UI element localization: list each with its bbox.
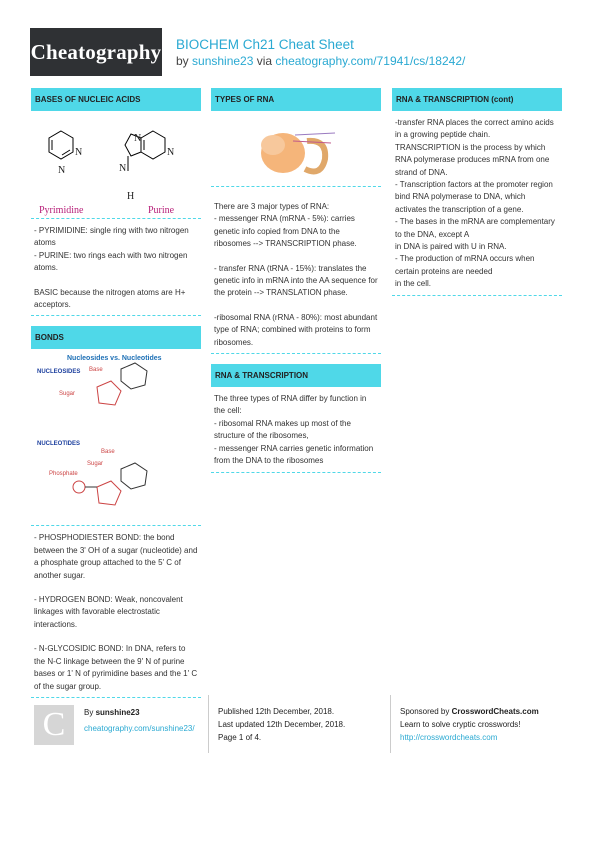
pyrimidine-label: Pyrimidine (39, 205, 84, 216)
text-line: - HYDROGEN BOND: Weak, noncovalent linkages with favorable electrostatic interactions. (34, 595, 183, 629)
cheatography-badge-icon: C (34, 705, 74, 745)
text-line: TRANSCRIPTION is the process by which RNA polymerase produces mRNA from one strand of DNA. (395, 142, 550, 177)
column-1 (31, 88, 201, 698)
sponsored-prefix: Sponsored by (400, 707, 452, 716)
section-heading-rna-transcription: RNA & TRANSCRIPTION (211, 364, 381, 387)
base-label: Base (89, 367, 103, 374)
base-label: Base (101, 449, 115, 456)
footer-author-link[interactable]: cheatography.com/sunshine23/ (84, 724, 195, 733)
diagram-title: Nucleosides vs. Nucleotides (67, 355, 162, 363)
phosphate-label: Phosphate (49, 471, 78, 478)
section-heading-bases: BASES OF NUCLEIC ACIDS (31, 88, 201, 111)
bonds-text (31, 526, 201, 697)
text-line: - PURINE: two rings each with two nitrogen atoms. (34, 250, 188, 273)
text-line: in DNA is paired with U in RNA. (395, 242, 507, 252)
n-atom-label: N (58, 165, 66, 176)
byline (176, 54, 465, 68)
published-date: Published 12th December, 2018. (218, 707, 335, 716)
sponsor-name[interactable]: CrosswordCheats.com (451, 707, 539, 716)
nucleosides-label: NUCLEOSIDES (37, 369, 81, 376)
page-title: BIOCHEM Ch21 Cheat Sheet (176, 37, 354, 52)
footer-dates (218, 705, 345, 744)
footer-author (84, 705, 195, 737)
by-prefix: by (176, 54, 193, 68)
sugar-label: Sugar (59, 391, 76, 398)
column-2 (211, 88, 381, 473)
h-atom-label: H (127, 191, 135, 202)
by-label: By (84, 708, 96, 717)
types-of-rna-text (211, 187, 381, 354)
text-line: in the cell. (395, 279, 432, 289)
section-heading-types-of-rna: TYPES OF RNA (211, 88, 381, 111)
text-line: The three types of RNA differ by function in the cell: (214, 394, 367, 416)
bases-text (31, 219, 201, 316)
footer-sponsor (400, 705, 539, 744)
page-number: Page 1 of 4. (218, 733, 262, 742)
section-heading-bonds: BONDS (31, 326, 201, 349)
text-line: - messenger RNA (mRNA - 5%): carries genetic info copied from DNA to the ribosomes --> TRANSCRIPTION phase. (214, 214, 357, 249)
text-line: - N-GLYCOSIDIC BOND: In DNA, refers to the N-C linkage between the 9' N of purine bases or 1' N of pyrimidine bases and the 1' C of the sugar group. (34, 644, 198, 691)
nucleotides-label: NUCLEOTIDES (37, 441, 81, 448)
footer-author-name[interactable]: sunshine23 (95, 708, 140, 717)
sponsor-link[interactable]: http://crosswordcheats.com (400, 733, 498, 742)
n-atom-label: N (167, 147, 175, 158)
cheatography-logo[interactable]: Cheatography (30, 28, 162, 76)
text-line: - ribosomal RNA makes up most of the structure of the ribosomes, (214, 418, 351, 441)
n-atom-label: N (119, 163, 127, 174)
ribosome-illustration (211, 111, 381, 186)
updated-date: Last updated 12th December, 2018. (218, 720, 346, 729)
via-text: via (253, 54, 276, 68)
footer (30, 695, 570, 765)
rna-transcription-cont-text (392, 111, 562, 296)
sponsor-tagline: Learn to solve cryptic crosswords! (400, 720, 521, 729)
text-line: -ribosomal RNA (rRNA - 80%): most abundant type of RNA; combined with proteins to form ribosomes. (214, 312, 378, 347)
bases-image (31, 111, 201, 219)
rna-transcription-text (211, 387, 381, 472)
pyrimidine-purine-diagram (31, 111, 201, 218)
text-line: - The bases in the mRNA are complementary to the DNA, except A (395, 217, 555, 239)
text-line: -transfer RNA places the correct amino acids in a growing peptide chain. (395, 118, 554, 140)
text-line: - messenger RNA carries genetic information from the DNA to the ribosomes (214, 443, 374, 466)
n-atom-label: N (75, 147, 83, 158)
n-atom-label: N (134, 133, 142, 144)
text-line: - transfer RNA (tRNA - 15%): translates the genetic info in mRNA into the AA sequence for the protein --> TRANSLATION phase. (214, 263, 378, 298)
nucleotide-image (31, 349, 201, 526)
sheet-url-link[interactable]: cheatography.com/71941/cs/18242/ (275, 54, 466, 68)
text-line: BASIC because the nitrogen atoms are H+ acceptors. (34, 287, 186, 310)
text-line: There are 3 major types of RNA: (214, 202, 330, 211)
sugar-label: Sugar (87, 461, 104, 468)
rna-image (211, 111, 381, 187)
nucleoside-diagram (31, 349, 201, 525)
column-3 (392, 88, 562, 296)
text-line: - PYRIMIDINE: single ring with two nitrogen atoms (34, 226, 189, 248)
text-line: - PHOSPHODIESTER BOND: the bond between the 3' OH of a sugar (nucleotide) and a phosphate group attached to the 5' C of another sugar. (34, 533, 198, 580)
text-line: - The production of mRNA occurs when certain proteins are needed (395, 254, 535, 276)
text-line: - Transcription factors at the promoter region bind RNA polymerase to DNA, which activates the transcription of a gene. (395, 180, 553, 214)
purine-label: Purine (148, 205, 175, 216)
author-link[interactable]: sunshine23 (192, 54, 254, 68)
section-heading-rna-transcription-cont: RNA & TRANSCRIPTION (cont) (392, 88, 562, 111)
